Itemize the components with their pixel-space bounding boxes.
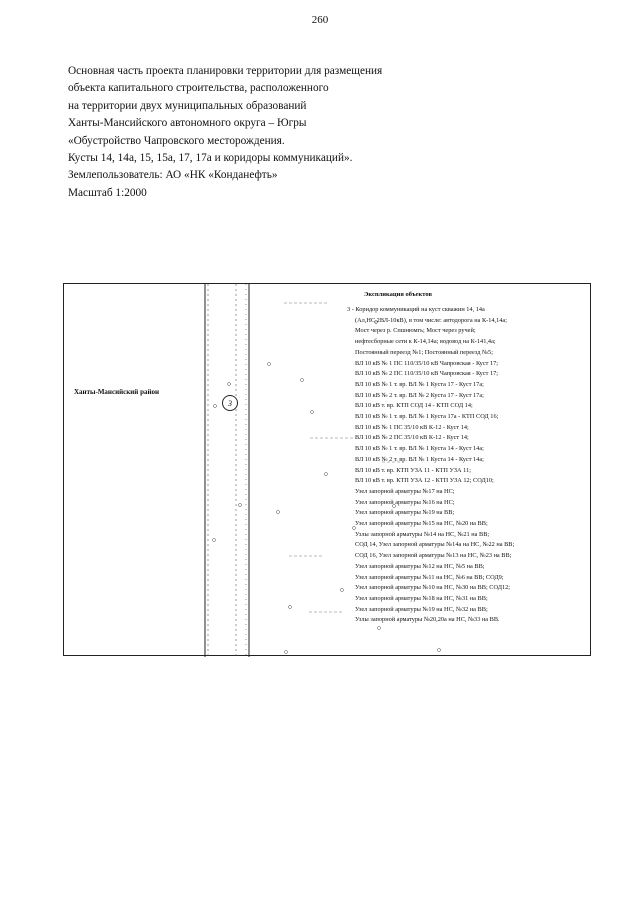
legend-item: ВЛ 10 кВ № 1 ПС 110/35/10 кВ Чапровская - Куст 17; — [355, 359, 498, 367]
legend-item: ВЛ 10 кВ № 1 ПС 35/10 кВ К-12 - Куст 14; — [355, 423, 469, 431]
legend-item: ВЛ 10 кВ № 1 т. вр. ВЛ № 1 Куста 14 - Куст 14а; — [355, 445, 484, 453]
header-line: Масштаб 1:2000 — [68, 186, 147, 199]
legend-item: ВЛ 10 кВ № 2 ПС 35/10 кВ К-12 - Куст 14; — [355, 434, 469, 442]
legend-item: СОД 16, Узел запорной арматуры №13 на НС, №23 на ВВ; — [355, 552, 512, 560]
header-line: Ханты-Мансийского автономного округа – Югры — [68, 117, 307, 130]
legend-item: Узел запорной арматуры №16 на НС; — [355, 498, 455, 506]
legend-item: Узлы запорной арматуры №20,20а на НС, №33 на ВВ. — [355, 616, 500, 624]
legend-item: Узел запорной арматуры №19 на ВВ; — [355, 509, 455, 517]
legend-title: Экспликация объектов — [364, 291, 433, 298]
district-label: Ханты-Мансийский район — [74, 388, 160, 396]
planning-map — [63, 283, 591, 656]
legend-item: ВЛ 10 кВ т. вр. КТП СОД 14 - КТП СОД 14; — [355, 402, 473, 410]
legend-item: Узел запорной арматуры №10 на НС, №30 на ВВ; СОД12; — [355, 584, 511, 592]
header-line: «Обустройство Чапровского месторождения. — [68, 134, 285, 147]
legend-item: Узел запорной арматуры №12 на НС, №5 на ВВ; — [355, 562, 485, 570]
legend-list — [347, 305, 587, 626]
legend-item: Постоянный переезд №1; Постоянный переезд №5; — [355, 348, 493, 356]
header-line: на территории двух муниципальных образований — [68, 99, 307, 112]
header-line: объекта капитального строительства, расположенного — [68, 82, 329, 95]
legend-item: Узел запорной арматуры №17 на НС; — [355, 487, 455, 495]
legend-item: Узел запорной арматуры №11 на НС, №6 на ВВ; СОД9; — [355, 573, 504, 581]
page-number: 260 — [311, 14, 329, 26]
legend-item: ВЛ 10 кВ т. вр. КТП УЗА 11 - КТП УЗА 11; — [355, 466, 471, 474]
legend-item: ВЛ 10 кВ № 2 ПС 110/35/10 кВ Чапровская - Куст 17; — [355, 370, 498, 378]
legend-item: ВЛ 10 кВ № 2 т. вр. ВЛ № 1 Куста 14 - Куст 14а; — [355, 455, 484, 463]
legend-item: ВЛ 10 кВ № 1 т. вр. ВЛ № 1 Куста 17 - Куст 17а; — [355, 380, 484, 388]
legend-item: 3 - Коридор коммуникаций на куст скважин 14, 14а — [347, 306, 485, 313]
header-line: Основная часть проекта планировки территории для размещения — [68, 65, 383, 77]
legend-item: Узлы запорной арматуры №14 на НС, №21 на ВВ; — [355, 530, 490, 538]
legend-item: нефтесборные сети к К-14,14а; водовод на К-141,4а; — [355, 338, 496, 346]
document-header — [68, 63, 588, 202]
header-line: Кусты 14, 14а, 15, 15а, 17, 17а и коридоры коммуникаций». — [68, 152, 353, 165]
legend-item: ВЛ 10 кВ т. вр. КТП УЗА 12 - КТП УЗА 12; СОД10; — [355, 477, 494, 485]
legend-item: Узел запорной арматуры №19 на НС, №32 на ВВ; — [355, 605, 488, 613]
legend-item: СОД 14, Узел запорной арматуры №14а на НС, №22 на ВВ; — [355, 541, 515, 549]
legend-item: Мост через р. Спшнюмгь; Мост через ручей; — [355, 327, 476, 335]
header-line: Землепользователь: АО «НК «Конданефть» — [68, 169, 278, 182]
legend-item: ВЛ 10 кВ № 1 т. вр. ВЛ № 1 Куста 17а - КТП СОД 16; — [355, 413, 499, 421]
legend-item: (Ал,НС,2ВЛ-10кВ), в том числе: автодорога на К-14,14а; — [355, 316, 507, 324]
legend-item: Узел запорной арматуры №15 на НС, №20 на ВВ; — [355, 520, 488, 528]
legend-item: ВЛ 10 кВ № 2 т. вр. ВЛ № 2 Куста 17 - Куст 17а; — [355, 391, 484, 399]
legend-item: Узел запорной арматуры №18 на НС, №31 на ВВ; — [355, 594, 488, 602]
object-number-marker: 3 — [222, 395, 238, 411]
